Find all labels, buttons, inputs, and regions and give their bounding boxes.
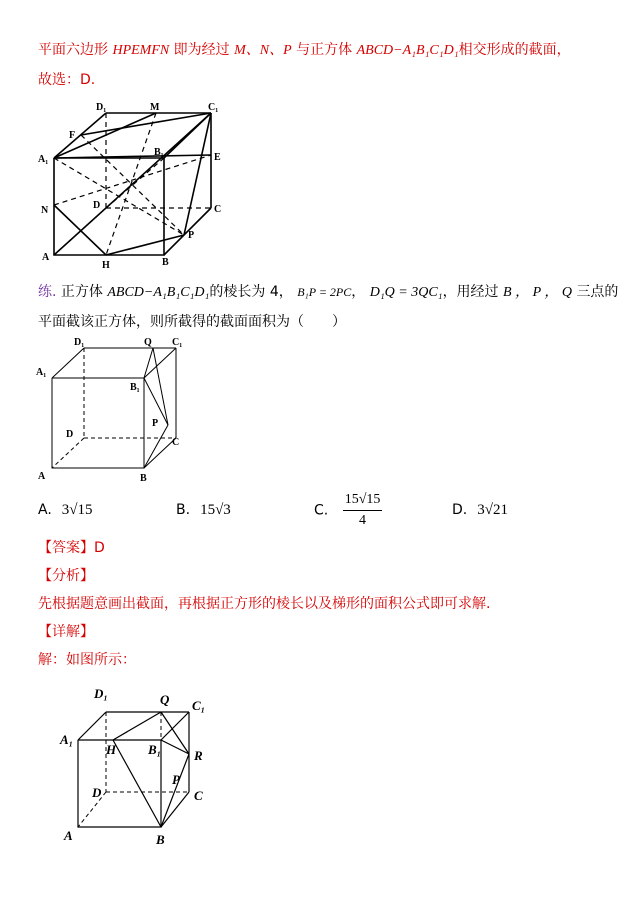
answer-label: 【答案】D <box>38 540 105 556</box>
fig1-label: F <box>69 130 76 141</box>
option-letter: D. <box>452 502 468 518</box>
exercise-line-2: 平面截该正方体，则所截得的截面面积为（ ） <box>38 314 346 330</box>
fraction-numerator: 15√15 <box>343 490 383 511</box>
option-b[interactable] <box>176 500 231 520</box>
fig1-label: D <box>93 200 101 211</box>
fig2-label: A₁ <box>36 367 47 378</box>
analysis-text: 先根据题意画出截面，再根据正方形的棱长以及梯形的面积公式即可求解. <box>38 596 491 612</box>
fig2-label: C₁ <box>172 337 183 348</box>
fig3-label: Q <box>160 692 170 707</box>
fig2-label: D₁ <box>74 337 85 348</box>
option-value: 3√21 <box>477 502 508 518</box>
fig3-label: C₁ <box>192 698 206 713</box>
option-d[interactable] <box>452 500 508 520</box>
fig3-label: A₁ <box>60 732 74 747</box>
exercise-text: 正方体 <box>60 284 103 300</box>
detail-label: 【详解】 <box>38 624 94 640</box>
option-letter: A. <box>38 502 52 518</box>
intro-text: 与正方体 <box>296 42 353 58</box>
intro-line-2: 故选：D. <box>38 72 96 88</box>
fig1-label: H <box>102 260 110 271</box>
option-value: 15√3 <box>200 502 231 518</box>
fig3-label: B₁ <box>148 742 162 757</box>
figure-exercise-cube <box>36 333 196 485</box>
fig1-label: B <box>162 257 169 268</box>
figure-hexagon-section <box>36 100 236 272</box>
fig1-label: N <box>41 205 49 216</box>
intro-text: 相交形成的截面， <box>458 42 571 58</box>
fig2-label: C <box>172 437 180 448</box>
condition-bp: B₁P = 2PC <box>297 285 352 299</box>
intro-line-1 <box>38 40 571 61</box>
fig3-label: C <box>194 788 203 803</box>
fig3-label: D <box>92 785 102 800</box>
fig2-label: B₁ <box>130 382 140 393</box>
condition-dq: D₁Q = 3QC₁ <box>369 285 443 300</box>
fig3-label: R <box>194 748 203 763</box>
fig1-label: E <box>214 152 221 163</box>
option-a[interactable] <box>38 500 93 520</box>
fraction-denominator: 4 <box>359 513 367 528</box>
fig1-label: P <box>188 230 195 241</box>
option-value: 3√15 <box>61 502 93 518</box>
option-value <box>343 490 383 531</box>
cube-name: ABCD−A₁B₁C₁D₁ <box>356 43 459 58</box>
fig1-label: C <box>214 204 222 215</box>
intro-text: 平面六边形 <box>38 42 108 58</box>
fig2-label: P <box>152 418 159 429</box>
fig3-label: D₁ <box>94 686 108 701</box>
intro-text: 即为经过 <box>173 42 230 58</box>
fig2-label: B <box>140 473 147 484</box>
fig1-label: A₁ <box>38 154 49 165</box>
option-c[interactable] <box>314 490 382 531</box>
fig1-label: C₁ <box>208 102 219 113</box>
fig1-label: B₁ <box>154 147 164 158</box>
exercise-tag: 练. <box>38 284 57 300</box>
points-bpq: B ， P ， Q <box>503 285 572 300</box>
fig3-label: P <box>172 772 180 787</box>
exercise-text: 三点的 <box>576 284 619 300</box>
fig1-label: M <box>150 102 160 113</box>
fig3-label: H <box>106 742 117 757</box>
exercise-line-1 <box>38 282 618 303</box>
fig1-label: A <box>42 252 50 263</box>
fig3-label: A <box>64 828 73 843</box>
figure-solution-cube <box>56 682 226 852</box>
hexagon-name: HPEMFN <box>112 43 170 58</box>
cube-name: ABCD−A₁B₁C₁D₁ <box>107 285 210 300</box>
exercise-text: 的棱长为 4， <box>209 284 293 300</box>
points-mnp: M、N、P <box>234 43 292 58</box>
fig2-label: D <box>66 429 74 440</box>
fig3-label: B <box>156 832 165 847</box>
solution-text: 解：如图所示： <box>38 652 136 668</box>
fig2-label: A <box>38 471 46 482</box>
option-letter: B. <box>176 502 191 518</box>
option-letter: C. <box>314 502 329 519</box>
fig1-label: D₁ <box>96 102 107 113</box>
exercise-text: ， <box>351 284 366 300</box>
analysis-label: 【分析】 <box>38 568 94 584</box>
fig2-label: Q <box>144 337 152 348</box>
exercise-text: ，用经过 <box>442 284 499 300</box>
